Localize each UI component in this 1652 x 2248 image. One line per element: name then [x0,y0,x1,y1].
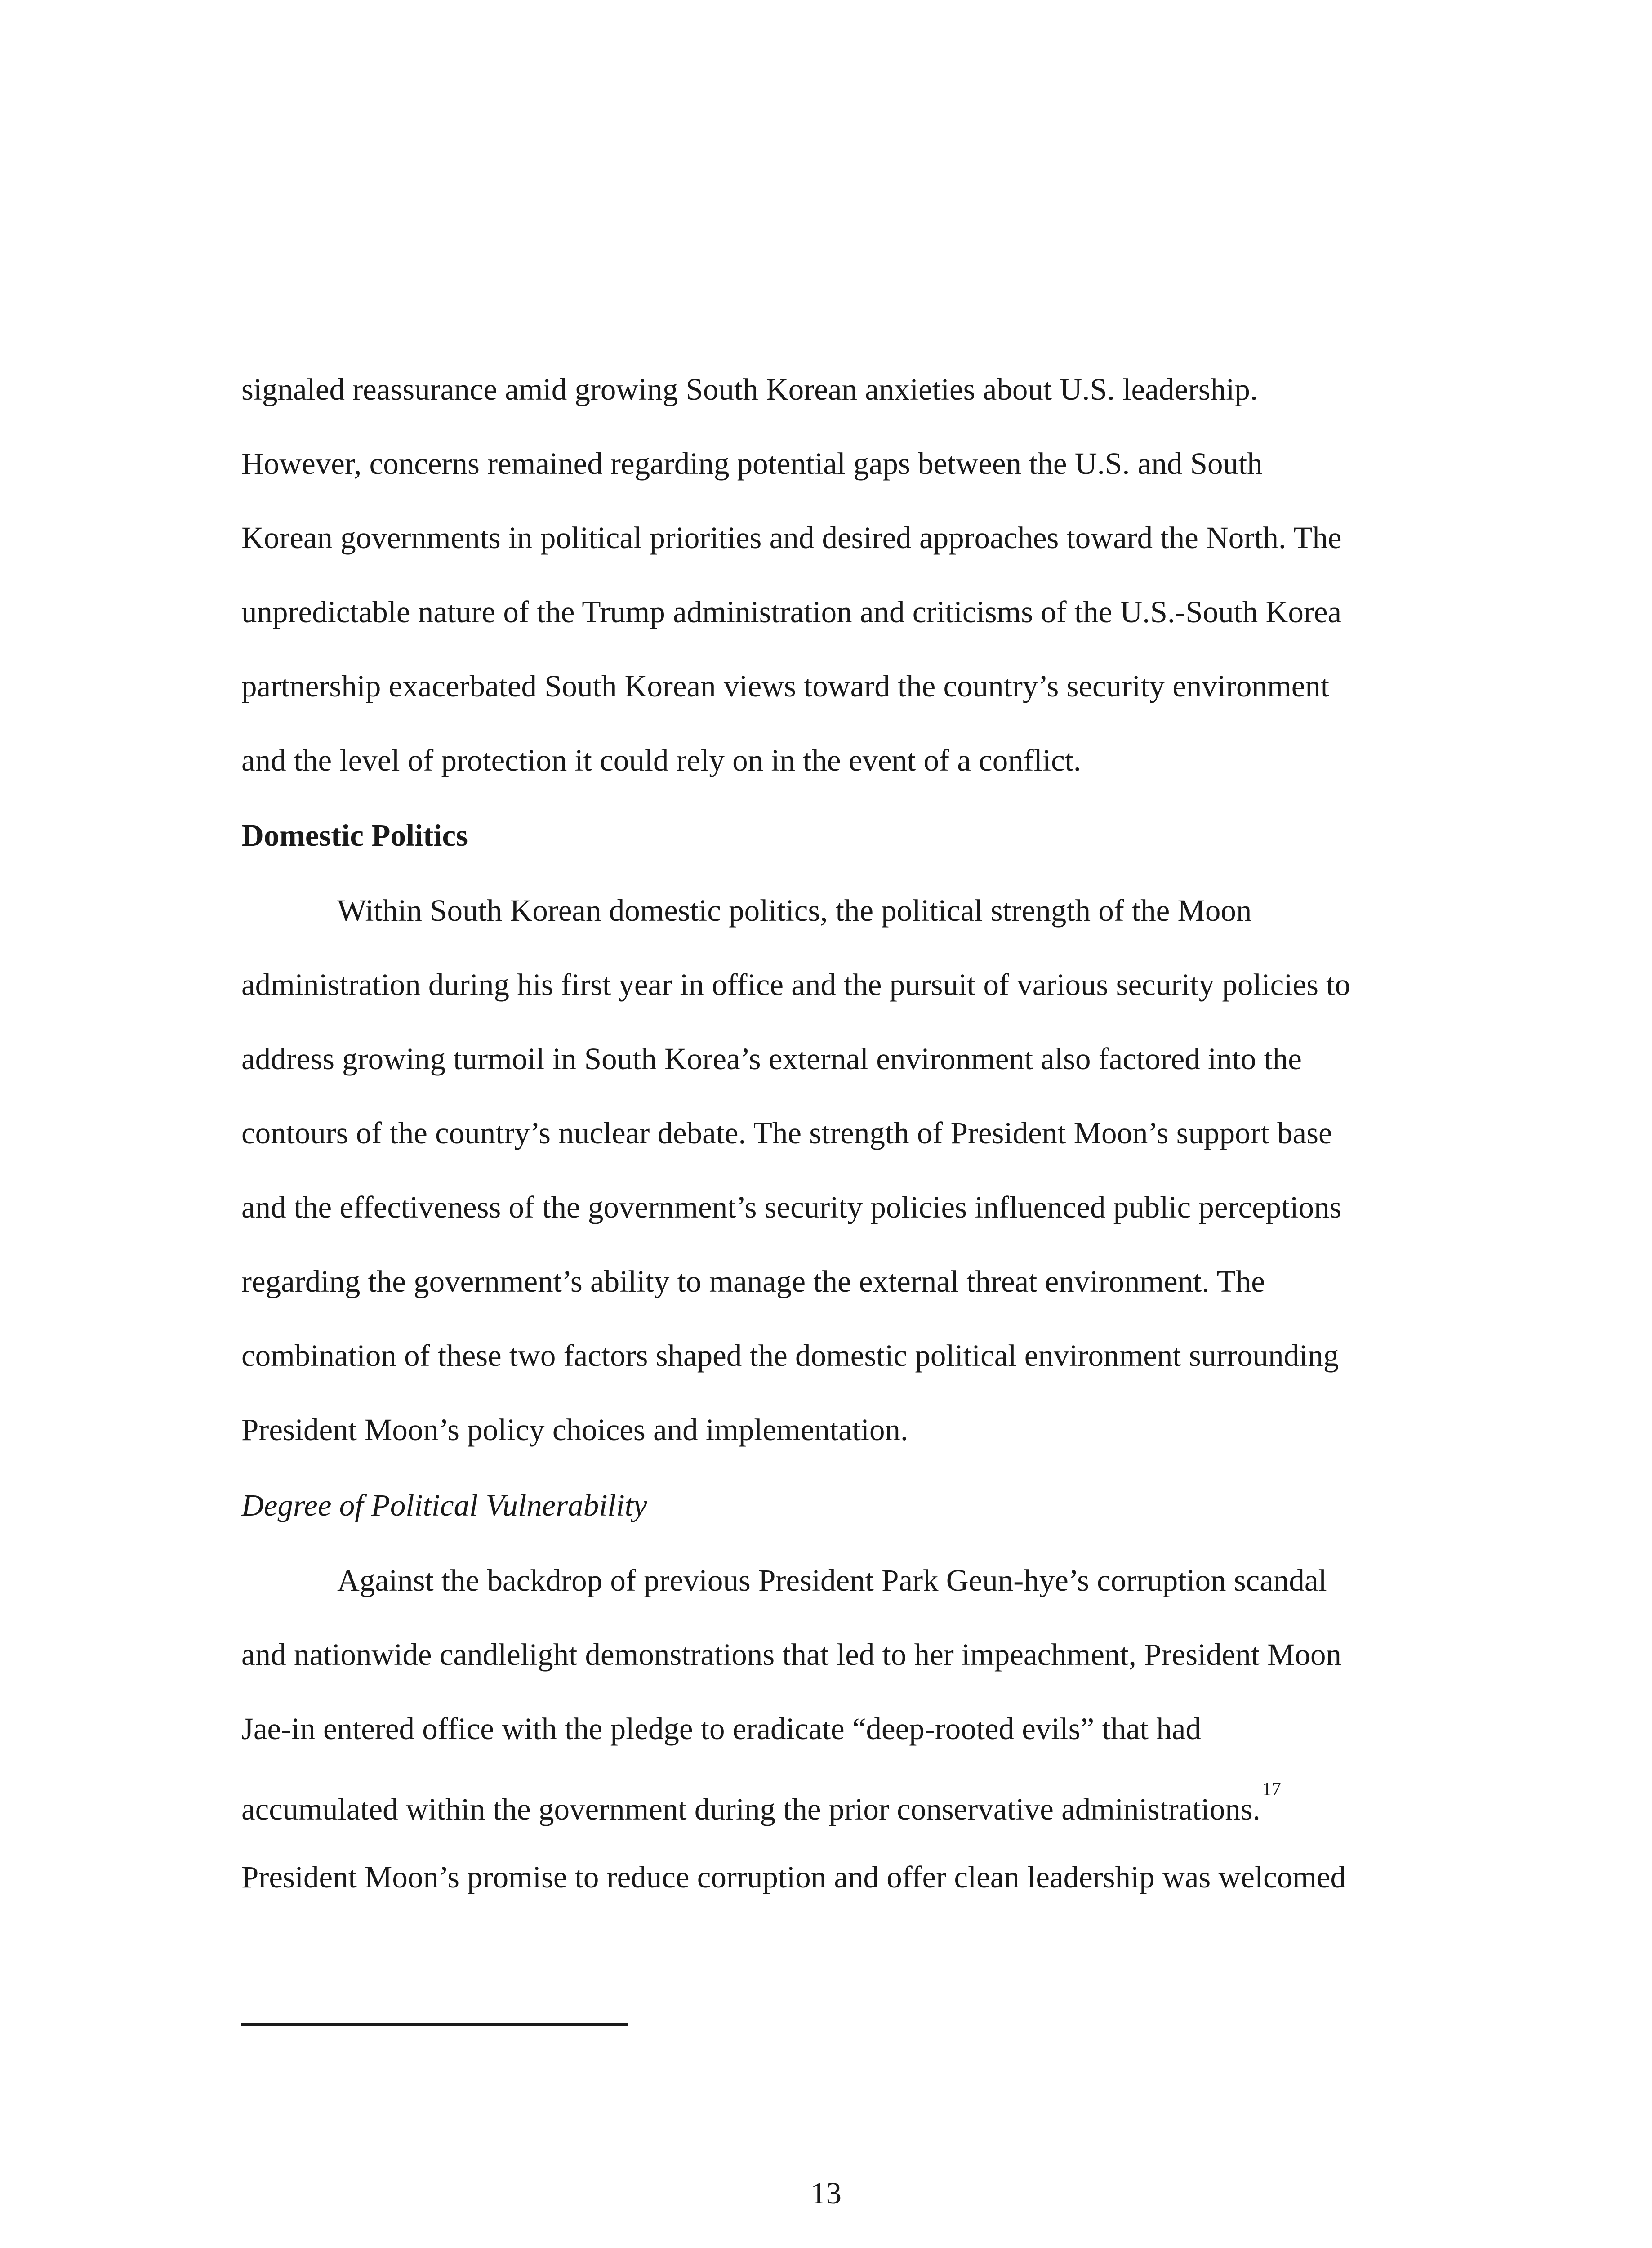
footnote-marker[interactable]: 17 [1262,1779,1281,1800]
page-number: 13 [810,2176,842,2210]
paragraph-line: Jae-in entered office with the pledge to eradicate “deep-rooted evils” that had [241,1712,1201,1746]
paragraph-line: and the effectiveness of the government’s security policies influenced public perceptions [241,1190,1342,1224]
paragraph-line: President Moon’s promise to reduce corruption and offer clean leadership was welcomed [241,1860,1346,1894]
paragraph-line: Within South Korean domestic politics, the political strength of the Moon [337,893,1252,928]
paragraph-line: contours of the country’s nuclear debate. The strength of President Moon’s support base [241,1116,1332,1150]
paragraph-line: and the level of protection it could rely on in the event of a conflict. [241,743,1082,777]
paragraph-line: administration during his first year in office and the pursuit of various security policies to [241,968,1350,1002]
paragraph-line: signaled reassurance amid growing South Korean anxieties about U.S. leadership. [241,372,1258,406]
paragraph-line: and nationwide candlelight demonstrations that led to her impeachment, President Moon [241,1637,1342,1672]
paragraph-line: unpredictable nature of the Trump administration and criticisms of the U.S.-South Korea [241,595,1342,629]
paragraph-line: regarding the government’s ability to manage the external threat environment. The [241,1264,1265,1298]
subsection-heading: Degree of Political Vulnerability [241,1488,647,1522]
paragraph-line-text: accumulated within the government during the prior conservative administrations. [241,1792,1260,1826]
paragraph-line: Against the backdrop of previous President Park Geun-hye’s corruption scandal [337,1563,1327,1597]
paragraph-line: address growing turmoil in South Korea’s external environment also factored into the [241,1042,1302,1076]
section-heading: Domestic Politics [241,818,468,852]
paragraph-line: combination of these two factors shaped the domestic political environment surrounding [241,1338,1339,1373]
footnote-separator [241,2023,628,2026]
paragraph-line-with-footnote [241,1779,1281,1827]
paragraph-line: President Moon’s policy choices and implementation. [241,1413,908,1447]
paragraph-line: Korean governments in political priorities and desired approaches toward the North. The [241,521,1342,555]
paragraph-line: partnership exacerbated South Korean views toward the country’s security environment [241,669,1329,703]
paragraph-line: However, concerns remained regarding potential gaps between the U.S. and South [241,446,1263,481]
